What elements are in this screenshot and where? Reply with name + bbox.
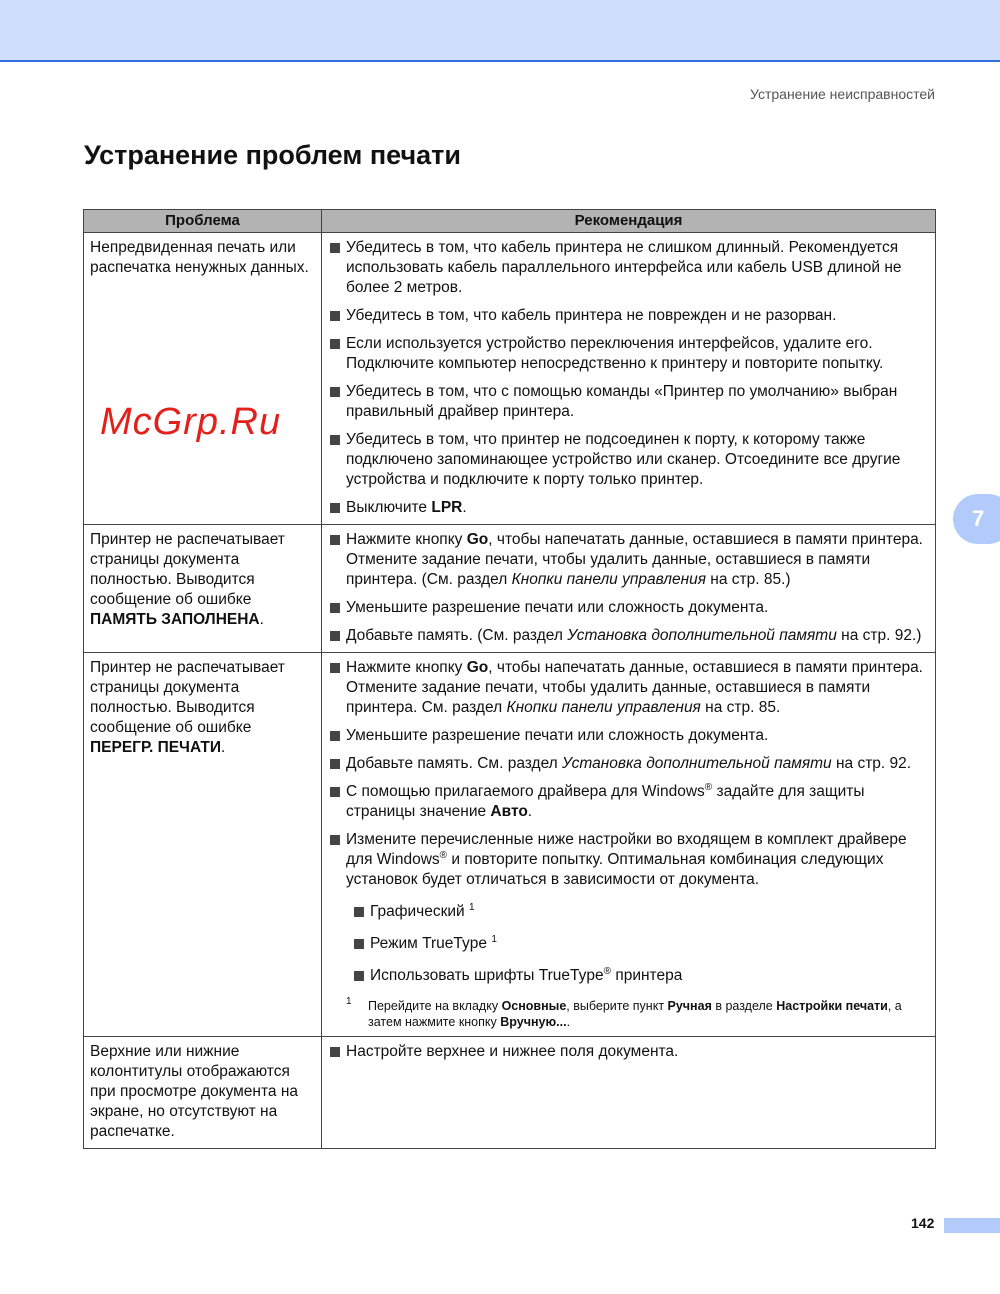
- bold-text: ПЕРЕГР. ПЕЧАТИ: [90, 739, 221, 756]
- text-segment: в разделе: [711, 999, 777, 1013]
- recommendation-cell: [322, 653, 936, 1037]
- bold-text: Вручную...: [500, 1015, 567, 1029]
- text-segment: принтера: [611, 967, 683, 984]
- text-segment: задайте для защиты страницы значение: [346, 783, 865, 820]
- text-segment: , а затем нажмите кнопку: [368, 999, 902, 1029]
- text-segment: .: [220, 739, 226, 756]
- problem-cell: [84, 525, 322, 653]
- page-number-bar: [944, 1218, 1000, 1233]
- text-segment: Непредвиденная печать или распечатка ненужных данных.: [90, 239, 309, 276]
- text-segment: Принтер не распечатывает страницы документа полностью. Выводится сообщение об ошибке: [90, 531, 285, 608]
- bullet-item: [328, 238, 929, 298]
- text-segment: Добавьте память. (См. раздел: [346, 627, 568, 644]
- bullet-item: [328, 754, 929, 774]
- square-bullet-icon: [330, 631, 340, 641]
- table-body: [84, 233, 936, 1149]
- superscript: ®: [704, 781, 713, 793]
- bullet-item: [328, 782, 929, 822]
- superscript: ®: [439, 849, 448, 861]
- square-bullet-icon: [330, 787, 340, 797]
- top-color-band: [0, 0, 1000, 62]
- bullet-item: [328, 334, 929, 374]
- text-segment: Выключите: [346, 499, 432, 516]
- bullet-item: [328, 430, 929, 490]
- recommendation-cell: [322, 233, 936, 525]
- text-segment: Измените перечисленные ниже настройки во входящем в комплект драйвере для Windows: [346, 831, 907, 868]
- problem-cell: [84, 233, 322, 525]
- text-segment: , чтобы напечатать данные, оставшиеся в памяти принтера. Отмените задание печати, чтобы удалить данные, оставшиеся в памяти принтера. См. раздел: [346, 659, 923, 716]
- footnote-mark: 1: [346, 996, 352, 1007]
- table-row: [84, 1037, 936, 1149]
- page-number: 142: [911, 1215, 935, 1231]
- superscript: 1: [469, 901, 475, 913]
- text-segment: Убедитесь в том, что кабель принтера не поврежден и не разорван.: [346, 307, 837, 324]
- text-segment: Режим TrueType: [370, 935, 492, 952]
- bold-text: Настройки печати: [776, 999, 888, 1013]
- square-bullet-icon: [330, 663, 340, 673]
- bold-text: Авто: [490, 803, 528, 820]
- square-bullet-icon: [330, 243, 340, 253]
- text-segment: Нажмите кнопку: [346, 531, 467, 548]
- square-bullet-icon: [330, 311, 340, 321]
- text-segment: .: [527, 803, 533, 820]
- bold-text: Go: [466, 659, 489, 676]
- text-segment: .: [462, 499, 467, 516]
- bullet-item: [328, 306, 929, 326]
- recommendation-cell: [322, 1037, 936, 1149]
- italic-text: Кнопки панели управления: [511, 571, 706, 588]
- watermark: McGrp.Ru: [100, 401, 282, 443]
- bullet-item: [328, 726, 929, 746]
- text-segment: и повторите попытку. Оптимальная комбинация следующих установок будет отличаться в зависимости от документа.: [346, 851, 884, 888]
- text-segment: Графический: [370, 903, 470, 920]
- text-segment: на стр. 92.: [831, 755, 912, 772]
- text-segment: Убедитесь в том, что с помощью команды «Принтер по умолчанию» выбран правильный драйвер принтера.: [346, 383, 898, 420]
- sub-bullet-item: [352, 966, 929, 986]
- square-bullet-icon: [330, 435, 340, 445]
- bold-text: Ручная: [667, 999, 712, 1013]
- text-segment: Уменьшите разрешение печати или сложность документа.: [346, 727, 769, 744]
- text-segment: Перейдите на вкладку: [368, 999, 502, 1013]
- running-header: Устранение неисправностей: [750, 86, 935, 102]
- text-segment: на стр. 92.): [836, 627, 922, 644]
- bullet-item: [328, 626, 929, 646]
- square-bullet-icon: [354, 939, 364, 949]
- text-segment: С помощью прилагаемого драйвера для Windows: [346, 783, 705, 800]
- page-title: Устранение проблем печати: [84, 140, 461, 170]
- superscript: 1: [491, 933, 497, 945]
- bullet-item: [328, 598, 929, 618]
- bold-text: Основные: [501, 999, 567, 1013]
- problem-cell: [84, 1037, 322, 1149]
- text-segment: Верхние или нижние колонтитулы отображаются при просмотре документа на экране, но отсутствуют на распечатке.: [90, 1043, 299, 1140]
- troubleshooting-table: [83, 209, 936, 1149]
- text-segment: Если используется устройство переключения интерфейсов, удалите его. Подключите компьютер непосредственно к принтеру и повторите попытку.: [346, 335, 884, 372]
- chapter-tab[interactable]: 7: [953, 494, 1000, 544]
- square-bullet-icon: [330, 503, 340, 513]
- text-segment: .: [566, 1015, 571, 1029]
- text-segment: , чтобы напечатать данные, оставшиеся в памяти принтера. Отмените задание печати, чтобы удалить данные, оставшиеся в памяти принтера. (См. раздел: [346, 531, 923, 588]
- bullet-item: [328, 1042, 929, 1062]
- footnote: [328, 998, 929, 1030]
- italic-text: Установка дополнительной памяти: [567, 627, 837, 644]
- problem-cell: [84, 653, 322, 1037]
- text-segment: Использовать шрифты TrueType: [370, 967, 604, 984]
- sub-bullet-item: [352, 902, 929, 922]
- table-row: [84, 525, 936, 653]
- square-bullet-icon: [330, 759, 340, 769]
- square-bullet-icon: [330, 339, 340, 349]
- bullet-item: [328, 498, 929, 518]
- text-segment: Настройте верхнее и нижнее поля документа.: [346, 1043, 679, 1060]
- square-bullet-icon: [330, 835, 340, 845]
- square-bullet-icon: [330, 731, 340, 741]
- text-segment: Принтер не распечатывает страницы документа полностью. Выводится сообщение об ошибке: [90, 659, 285, 736]
- square-bullet-icon: [330, 1047, 340, 1057]
- italic-text: Установка дополнительной памяти: [562, 755, 832, 772]
- table-header-row: [84, 210, 936, 233]
- sub-bullet-item: [352, 934, 929, 954]
- text-segment: Нажмите кнопку: [346, 659, 467, 676]
- column-header-recommendation: Рекомендация: [322, 210, 936, 233]
- square-bullet-icon: [330, 535, 340, 545]
- text-segment: Убедитесь в том, что принтер не подсоединен к порту, к которому также подключено запоминающее устройство или сканер. Отсоедините все другие устройства и подключите к порту только принтер.: [346, 431, 901, 488]
- text-segment: Убедитесь в том, что кабель принтера не слишком длинный. Рекомендуется использовать кабель параллельного интерфейса или кабель USB длиной не более 2 метров.: [346, 239, 902, 296]
- recommendation-cell: [322, 525, 936, 653]
- bold-text: Go: [466, 531, 489, 548]
- text-segment: , выберите пункт: [566, 999, 668, 1013]
- superscript: ®: [603, 965, 612, 977]
- square-bullet-icon: [354, 971, 364, 981]
- text-segment: .: [259, 611, 264, 628]
- text-segment: Уменьшите разрешение печати или сложность документа.: [346, 599, 769, 616]
- square-bullet-icon: [330, 603, 340, 613]
- bullet-item: [328, 530, 929, 590]
- bold-text: LPR: [431, 499, 463, 516]
- text-segment: Добавьте память. См. раздел: [346, 755, 563, 772]
- square-bullet-icon: [330, 387, 340, 397]
- bullet-item: [328, 382, 929, 422]
- bold-text: ПАМЯТЬ ЗАПОЛНЕНА: [90, 611, 260, 628]
- text-segment: на стр. 85.: [700, 699, 781, 716]
- column-header-problem: Проблема: [84, 210, 322, 233]
- table-row: [84, 653, 936, 1037]
- table-row: [84, 233, 936, 525]
- italic-text: Кнопки панели управления: [506, 699, 701, 716]
- square-bullet-icon: [354, 907, 364, 917]
- text-segment: на стр. 85.): [706, 571, 791, 588]
- bullet-item: [328, 830, 929, 890]
- bullet-item: [328, 658, 929, 718]
